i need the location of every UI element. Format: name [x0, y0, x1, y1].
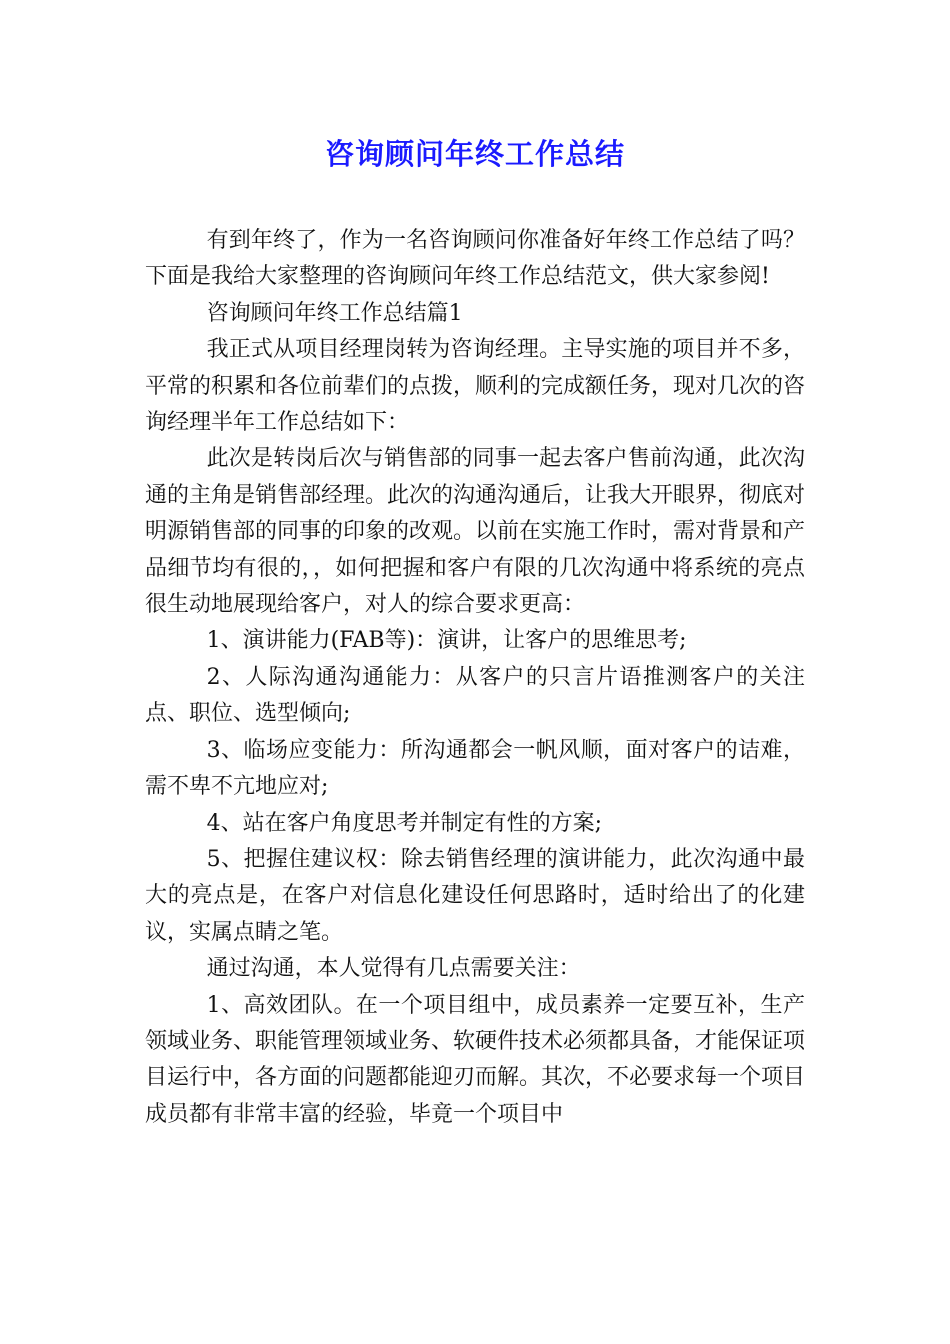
list-item: 5、把握住建议权：除去销售经理的演讲能力，此次沟通中最大的亮点是，在客户对信息化建设任何思路时，适时给出了的化建议，实属点睛之笔。: [145, 846, 805, 945]
document-body: [145, 223, 805, 1133]
list-item: 3、临场应变能力：所沟通都会一帆风顺，面对客户的诘难，需不卑不亢地应对;: [145, 737, 805, 800]
paragraph: 此次是转岗后次与销售部的同事一起去客户售前沟通，此次沟通的主角是销售部经理。此次的沟通沟通后，让我大开眼界，彻底对明源销售部的同事的印象的改观。以前在实施工作时，需对背景和产品细节均有很的，，如何把握和客户有限的几次沟通中将系统的亮点很生动地展现给客户，对人的综合要求更高：: [145, 446, 806, 618]
list-item: 1、高效团队。在一个项目组中，成员素养一定要互补，生产领域业务、职能管理领域业务、软硬件技术必须都具备，才能保证项目运行中，各方面的问题都能迎刃而解。其次，不必要求每一个项目成员都有非常丰富的经验，毕竟一个项目中: [145, 992, 806, 1127]
paragraph-intro: 有到年终了，作为一名咨询顾问你准备好年终工作总结了吗？下面是我给大家整理的咨询顾问年终工作总结范文，供大家参阅!: [145, 228, 805, 290]
paragraph: 我正式从项目经理岗转为咨询经理。主导实施的项目并不多，平常的积累和各位前辈们的点拨，顺利的完成额任务，现对几次的咨询经理半年工作总结如下：: [145, 337, 806, 436]
list-item: 2、人际沟通沟通能力：从客户的只言片语推测客户的关注点、职位、选型倾向;: [145, 664, 805, 727]
paragraph: 通过沟通，本人觉得有几点需要关注：: [206, 956, 581, 982]
list-item: 1、演讲能力(FAB等)：演讲，让客户的思维思考;: [206, 628, 687, 654]
list-item: 4、站在客户角度思考并制定有性的方案;: [206, 810, 603, 836]
document-title: 咨询顾问年终工作总结: [324, 137, 625, 171]
section-heading: 咨询顾问年终工作总结篇1: [206, 300, 463, 326]
